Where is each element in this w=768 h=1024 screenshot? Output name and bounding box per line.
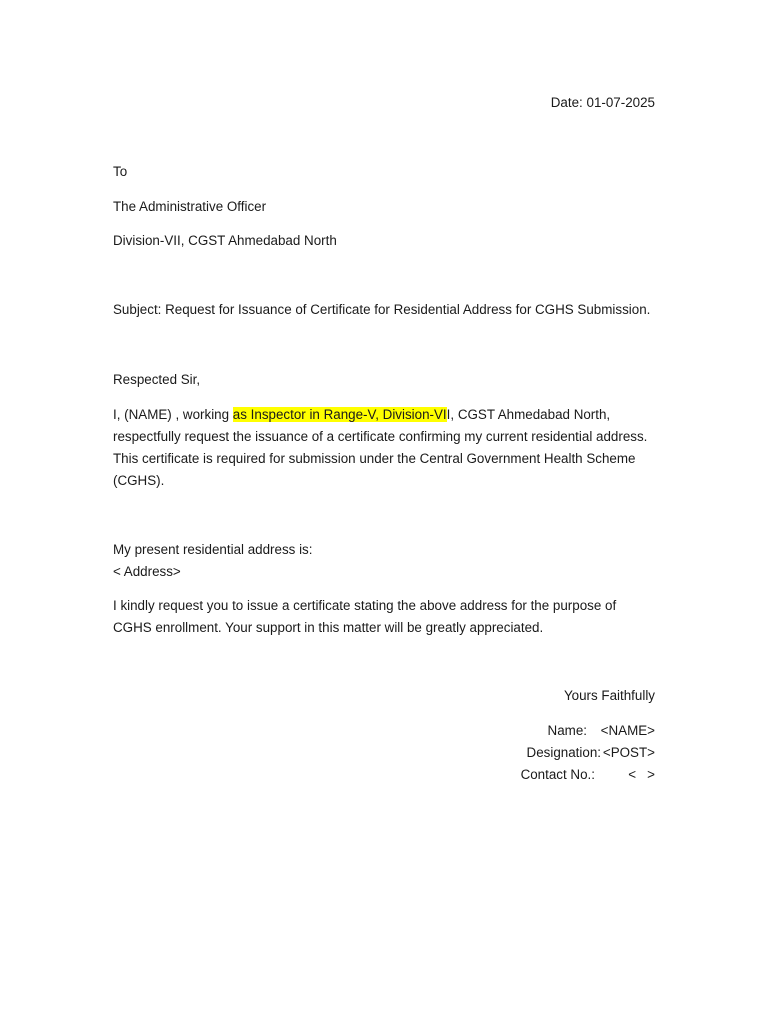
letter-page [113, 0, 655, 1024]
signature-contact-value: < > [628, 767, 655, 782]
signature-contact-row [521, 764, 655, 786]
salutation: Respected Sir, [113, 372, 201, 387]
signature-name-value: <NAME> [600, 723, 655, 738]
recipient-title: The Administrative Officer [113, 199, 267, 214]
body-p1-suffix: I, CGST Ahmedabad North, respectfully request the issuance of a certificate confirming my current residential address. This certificate is required for submission under the Central Government Health Scheme (CGHS). [113, 407, 648, 488]
signature-contact-label: Contact No.: [520, 767, 595, 782]
address-intro: My present residential address is: [113, 542, 313, 557]
body-paragraph-1 [113, 404, 655, 492]
signature-designation-label: Designation: [526, 745, 601, 760]
signature-designation-row [527, 742, 655, 764]
recipient-office: Division-VII, CGST Ahmedabad North [113, 233, 337, 248]
signature-name-label: Name: [547, 723, 587, 738]
closing: Yours Faithfully [563, 688, 655, 703]
body-p1-prefix: I, (NAME) , working [113, 407, 233, 422]
signature-name-row [548, 720, 655, 742]
highlighted-text: as Inspector in Range-V, Division-VI [232, 407, 447, 422]
address-placeholder: < Address> [113, 564, 181, 579]
letter-date: Date: 01-07-2025 [550, 95, 655, 110]
subject-line: Subject: Request for Issuance of Certificate for Residential Address for CGHS Submission. [113, 302, 651, 317]
body-paragraph-2: I kindly request you to issue a certificate stating the above address for the purpose of CGHS enrollment. Your support in this matter will be greatly appreciated. [113, 598, 617, 635]
signature-designation-value: <POST> [602, 745, 655, 760]
to-label: To [113, 164, 128, 179]
